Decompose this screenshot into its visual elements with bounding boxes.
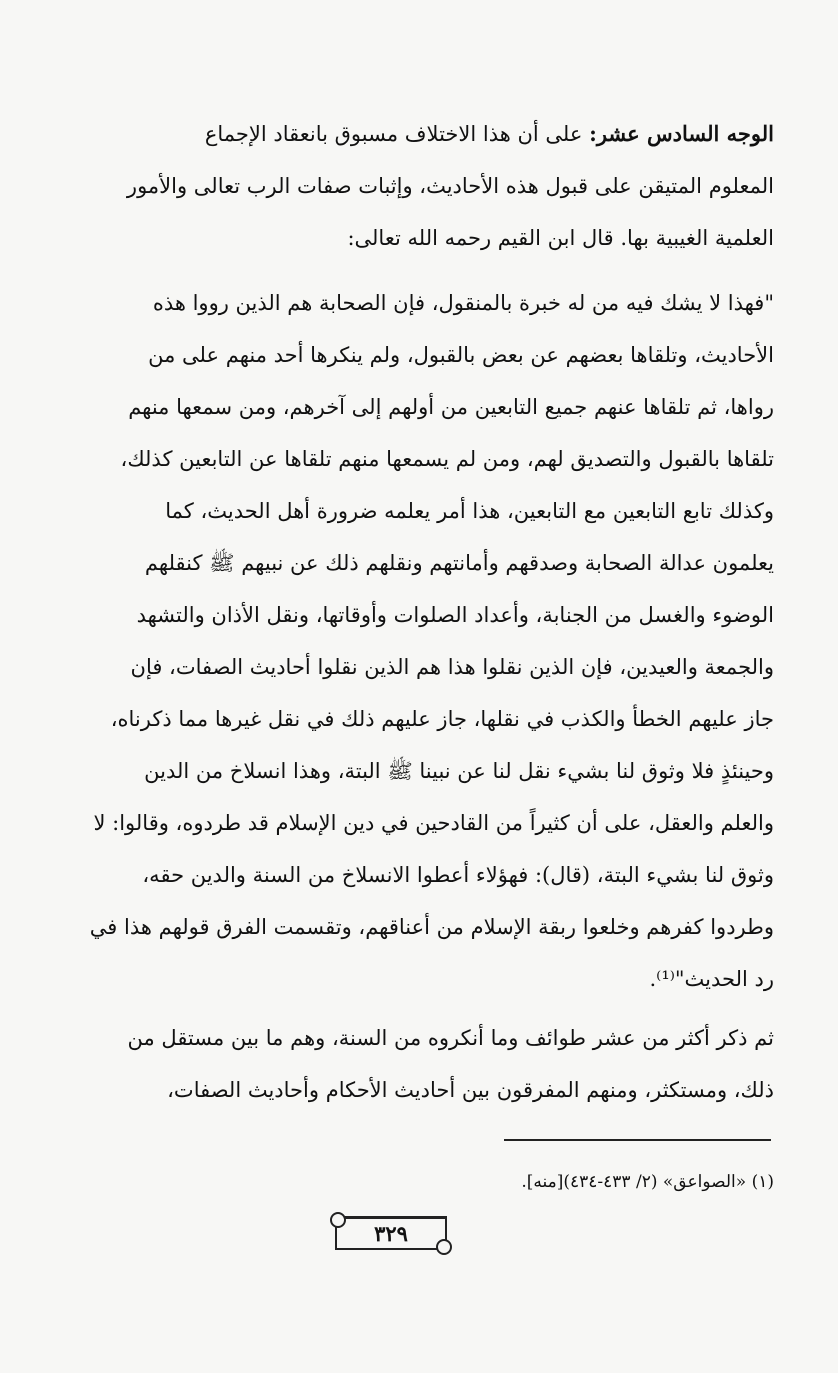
text-line: ثم ذكر أكثر من عشر طوائف وما أنكروه من السنة، وهم ما بين مستقل من	[127, 1026, 774, 1050]
text-line: والجمعة والعيدين، فإن الذين نقلوا هذا هم الذين نقلوا أحاديث الصفات، فإن	[130, 655, 774, 679]
footnote: (١) «الصواعق» (٢/ ٤٣٣-٤٣٤)[منه].	[521, 1172, 774, 1192]
text-line: وثوق لنا بشيء البتة، (قال): فهؤلاء أعطوا الانسلاخ من السنة والدين حقه،	[142, 863, 774, 887]
text-line: رد الحديث"⁽¹⁾.	[649, 967, 774, 991]
page-number-label: ٣٢٩	[374, 1221, 408, 1246]
text-line: يعلمون عدالة الصحابة وصدقهم وأمانتهم ونقلهم ذلك عن نبيهم ﷺ كنقلهم	[144, 551, 774, 575]
paragraph-3	[24, 1012, 774, 1116]
text-line: جاز عليهم الخطأ والكذب في نقلها، جاز عليهم ذلك في نقل غيرها مما ذكرناه،	[110, 707, 774, 731]
section-heading: الوجه السادس عشر:	[589, 121, 774, 146]
text-line: الوجه السادس عشر: على أن هذا الاختلاف مسبوق بانعقاد الإجماع	[204, 121, 774, 146]
paragraph-1	[24, 108, 774, 264]
paragraph-2-quote	[24, 277, 774, 1005]
ornament-icon	[436, 1239, 452, 1255]
text-line: والعلم والعقل، على أن كثيراً من القادحين في دين الإسلام قد طردوه، وقالوا: لا	[93, 811, 774, 835]
text-line: وطردوا كفرهم وخلعوا ربقة الإسلام من أعناقهم، وتقسمت الفرق قولهم هذا في	[89, 915, 774, 939]
page-number	[335, 1216, 447, 1250]
text-line: "فهذا لا يشك فيه من له خبرة بالمنقول، فإن الصحابة هم الذين رووا هذه	[152, 291, 774, 315]
footnote-divider	[504, 1139, 771, 1141]
text-line: العلمية الغيبية بها. قال ابن القيم رحمه الله تعالى:	[347, 226, 774, 250]
text-line: المعلوم المتيقن على قبول هذه الأحاديث، وإثبات صفات الرب تعالى والأمور	[126, 174, 774, 198]
ornament-icon	[330, 1212, 346, 1228]
text-line: ذلك، ومستكثر، ومنهم المفرقون بين أحاديث الأحكام وأحاديث الصفات،	[167, 1078, 774, 1102]
text-line: وحينئذٍ فلا وثوق لنا بشيء نقل لنا عن نبينا ﷺ البتة، وهذا انسلاخ من الدين	[144, 759, 774, 783]
text-line: تلقاها بالقبول والتصديق لهم، ومن لم يسمعها منهم تلقاها عن التابعين كذلك،	[120, 447, 774, 471]
text-line: الوضوء والغسل من الجنابة، وأعداد الصلوات وأوقاتها، ونقل الأذان والتشهد	[136, 603, 774, 627]
text-line: الأحاديث، وتلقاها بعضهم عن بعض بالقبول، ولم ينكرها أحد منهم على من	[148, 343, 774, 367]
text-line: رواها، ثم تلقاها عنهم جميع التابعين من أولهم إلى آخرهم، ومن سمعها منهم	[128, 395, 774, 419]
text-line: وكذلك تابع التابعين مع التابعين، هذا أمر يعلمه ضرورة أهل الحديث، كما	[165, 499, 774, 523]
